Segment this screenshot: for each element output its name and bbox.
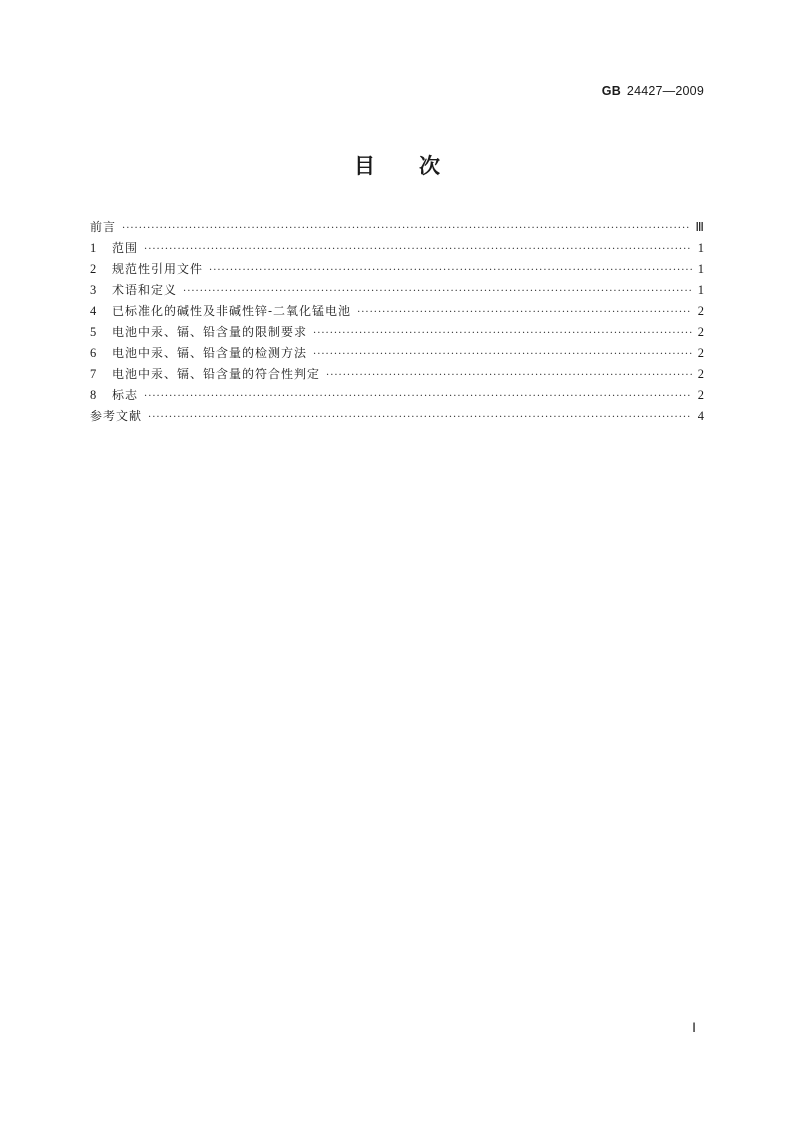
toc-entry-page: 4 [697,409,704,423]
toc-entry-label: 电池中汞、镉、铅含量的符合性判定 [112,367,321,381]
toc-entry-page: 2 [697,346,704,360]
toc-entry-page: 2 [697,367,704,381]
toc-entry-number: 5 [90,325,97,339]
toc-entry-4[interactable] [90,301,704,322]
toc-entry-5[interactable] [90,322,704,343]
dot-leader [313,323,692,344]
standard-prefix: GB [601,84,621,98]
dot-leader [209,260,692,281]
dot-leader [144,386,692,407]
dot-leader [183,281,692,302]
toc-entry-6[interactable] [90,343,704,364]
dot-leader [313,344,692,365]
toc-entry-page: 1 [697,262,704,276]
dot-leader [326,365,692,386]
toc-entry-page: 1 [697,283,704,297]
page-title [0,150,794,180]
toc-entry-1[interactable] [90,238,704,259]
toc-entry-foreword[interactable] [90,217,704,238]
dot-leader [148,407,692,428]
toc-entry-3[interactable] [90,280,704,301]
toc-entry-number: 8 [90,388,97,402]
toc-entry-page: Ⅲ [695,220,704,234]
title-char-1: 目 [354,154,375,178]
toc-entry-number: 2 [90,262,97,276]
dot-leader [122,218,691,239]
toc-entry-references[interactable] [90,406,704,427]
toc-entry-label: 已标准化的碱性及非碱性锌-二氧化锰电池 [112,304,352,318]
toc-entry-page: 2 [697,388,704,402]
toc-entry-8[interactable] [90,385,704,406]
toc-entry-label: 参考文献 [90,409,143,423]
toc-entry-number: 3 [90,283,97,297]
toc-entry-label: 范围 [112,241,139,255]
toc-entry-number: 7 [90,367,97,381]
toc-entry-page: 2 [697,325,704,339]
title-char-2: 次 [419,154,440,178]
toc-entry-page: 1 [697,241,704,255]
toc-entry-label: 电池中汞、镉、铅含量的限制要求 [112,325,308,339]
table-of-contents [90,217,704,427]
dot-leader [357,302,692,323]
toc-entry-page: 2 [697,304,704,318]
page-number: Ⅰ [692,1020,696,1035]
toc-entry-label: 标志 [112,388,139,402]
dot-leader [144,239,692,260]
toc-entry-number: 6 [90,346,97,360]
toc-entry-label: 术语和定义 [112,283,178,297]
toc-entry-number: 1 [90,241,97,255]
toc-entry-label: 规范性引用文件 [112,262,204,276]
standard-number: 24427—2009 [626,84,704,98]
toc-entry-label: 电池中汞、镉、铅含量的检测方法 [112,346,308,360]
standard-code [602,84,704,98]
toc-entry-number: 4 [90,304,97,318]
toc-entry-2[interactable] [90,259,704,280]
toc-entry-label: 前言 [90,220,117,234]
toc-entry-7[interactable] [90,364,704,385]
